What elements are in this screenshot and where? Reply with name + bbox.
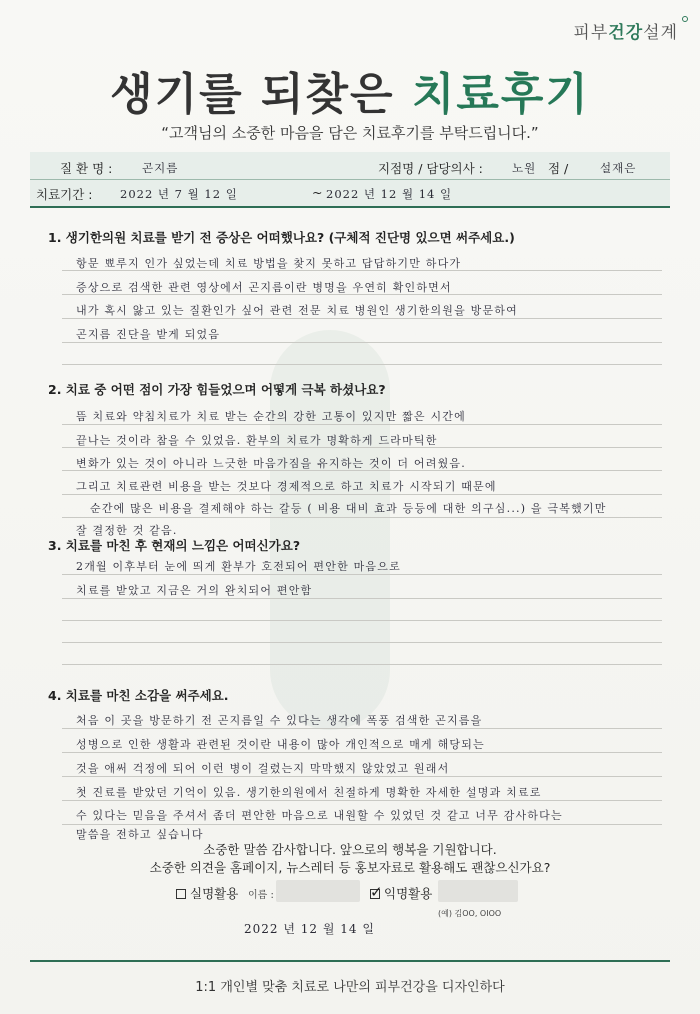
ruled-line (62, 364, 662, 365)
answer-3-line-1[interactable]: 2개월 이후부터 눈에 띄게 환부가 호전되어 편안한 마음으로 (76, 560, 401, 573)
anonymous-example: (예) 김OO, OIOO (438, 909, 502, 918)
brand-prefix: 피부 (573, 23, 609, 43)
branch-suffix: 점 / (548, 161, 569, 176)
option-real-name[interactable] (176, 884, 238, 902)
doctor-value[interactable]: 설재은 (600, 161, 637, 175)
thanks-message: 소중한 말씀 감사합니다. 앞으로의 행복을 기원합니다. (203, 842, 497, 857)
anonymous-checkbox[interactable] (370, 883, 383, 901)
ruled-line (62, 598, 662, 599)
ruled-line (62, 517, 662, 518)
disease-label: 질 환 명 : (60, 161, 113, 176)
ruled-line (62, 776, 662, 777)
question-3: 3. 치료를 마친 후 현재의 느낌은 어떠신가요? (48, 538, 301, 553)
answer-2-line-6[interactable]: 잘 결정한 것 같음. (76, 524, 178, 537)
answer-4-line-5[interactable]: 수 있다는 믿음을 주셔서 좀더 편안한 마음으로 내원할 수 있었던 것 같고 너무 감사하다는 (76, 809, 563, 822)
ruled-line (62, 824, 662, 825)
ruled-line (62, 800, 662, 801)
branch-value[interactable]: 노원 (512, 161, 537, 175)
brand-main: 건강 (608, 23, 644, 43)
answer-1-line-2[interactable]: 증상으로 검색한 관련 영상에서 곤지름이란 병명을 우연히 확인하면서 (76, 281, 452, 294)
ruled-line (62, 574, 662, 575)
answer-2-line-2[interactable]: 끝나는 것이라 참을 수 있었음. 환부의 치료가 명확하게 드라마틱한 (76, 434, 438, 447)
ruled-line (62, 752, 662, 753)
divider-info (30, 179, 670, 180)
period-end[interactable]: 2022 년 12 월 14 일 (326, 187, 453, 201)
title-main: 생기를 되찾은 (110, 69, 412, 120)
consent-question: 소중한 의견을 홈페이지, 뉴스레터 등 홍보자료로 활용해도 괜찮으신가요? (149, 860, 551, 875)
period-separator: ~ (312, 185, 323, 200)
answer-4-line-4[interactable]: 첫 진료를 받았던 기억이 있음. 생기한의원에서 친절하게 명확한 자세한 설명과 치료로 (76, 786, 542, 799)
signed-date[interactable]: 2022 년 12 월 14 일 (244, 922, 375, 936)
question-4: 4. 치료를 마친 소감을 써주세요. (48, 688, 229, 703)
name-label: 이름 : (248, 890, 274, 901)
brand-suffix: 설계 (643, 23, 678, 43)
ruled-line (62, 620, 662, 621)
real-name-checkbox[interactable] (176, 889, 186, 899)
footer-divider (30, 960, 670, 962)
page-title (0, 58, 700, 122)
answer-2-line-4[interactable]: 그리고 치료관련 비용을 받는 것보다 경제적으로 하고 치료가 시작되기 때문에 (76, 480, 497, 493)
ruled-line (62, 342, 662, 343)
footer-slogan: 1:1 개인별 맞춤 치료로 나만의 피부건강을 디자인하다 (195, 980, 505, 995)
ruled-line (62, 424, 662, 425)
ruled-line (62, 318, 662, 319)
answer-4-line-3[interactable]: 것을 애써 걱정에 되어 이런 병이 걸렸는지 막막했지 않았었고 원래서 (76, 762, 450, 775)
answer-1-line-4[interactable]: 곤지름 진단을 받게 되었음 (76, 328, 221, 341)
option-anonymous[interactable] (370, 884, 432, 902)
question-1: 1. 생기한의원 치료를 받기 전 증상은 어떠했나요? (구체적 진단명 있으면 써주세요.) (48, 230, 515, 245)
ruled-line (62, 728, 662, 729)
answer-2-line-5[interactable]: 순간에 많은 비용을 결제해야 하는 갈등 ( 비용 대비 효과 등등에 대한 의구심...) 을 극복했기만 (90, 502, 607, 515)
disease-value[interactable]: 곤지름 (142, 161, 179, 175)
answer-2-line-3[interactable]: 변화가 있는 것이 아니라 느긋한 마음가짐을 유지하는 것이 더 어려웠음. (76, 457, 466, 470)
question-2: 2. 치료 중 어떤 점이 가장 힘들었으며 어떻게 극복 하셨나요? (48, 382, 386, 397)
name-input[interactable] (276, 880, 360, 902)
answer-3-line-2[interactable]: 치료를 받았고 지금은 거의 완치되어 편안함 (76, 584, 313, 597)
answer-4-line-1[interactable]: 처음 이 곳을 방문하기 전 곤지름일 수 있다는 생각에 폭풍 검색한 곤지름을 (76, 714, 483, 727)
title-accent: 치료후기 (411, 69, 590, 120)
period-start[interactable]: 2022 년 7 월 12 일 (120, 187, 238, 201)
period-label: 치료기간 : (36, 187, 93, 202)
answer-4-line-6[interactable]: 말씀을 전하고 싶습니다 (76, 828, 204, 841)
answer-1-line-1[interactable]: 항문 뾰루지 인가 싶었는데 치료 방법을 찾지 못하고 답답하기만 하다가 (76, 257, 462, 270)
ruled-line (62, 494, 662, 495)
anonymous-input[interactable] (438, 880, 518, 902)
branch-label: 지점명 / 담당의사 : (378, 161, 483, 176)
divider-info-bottom (30, 206, 670, 208)
real-name-label: 실명활용 (190, 886, 239, 901)
answer-4-line-2[interactable]: 성병으로 인한 생활과 관련된 것이란 내용이 많아 개인적으로 매게 해당되는 (76, 738, 485, 751)
ruled-line (62, 664, 662, 665)
answer-2-line-1[interactable]: 뜸 치료와 약침치료가 치료 받는 순간의 강한 고통이 있지만 짧은 시간에 (76, 410, 466, 423)
anonymous-label: 익명활용 (384, 886, 433, 901)
check-mark-icon: ✓ (370, 883, 383, 901)
answer-1-line-3[interactable]: 내가 혹시 앓고 있는 질환인가 싶어 관련 전문 치료 병원인 생기한의원을 방문하여 (76, 304, 518, 317)
brand-logo (573, 18, 678, 43)
brand-dot-icon (682, 16, 688, 22)
page-subtitle: “고객님의 소중한 마음을 담은 치료후기를 부탁드립니다.” (161, 124, 539, 142)
ruled-line (62, 642, 662, 643)
